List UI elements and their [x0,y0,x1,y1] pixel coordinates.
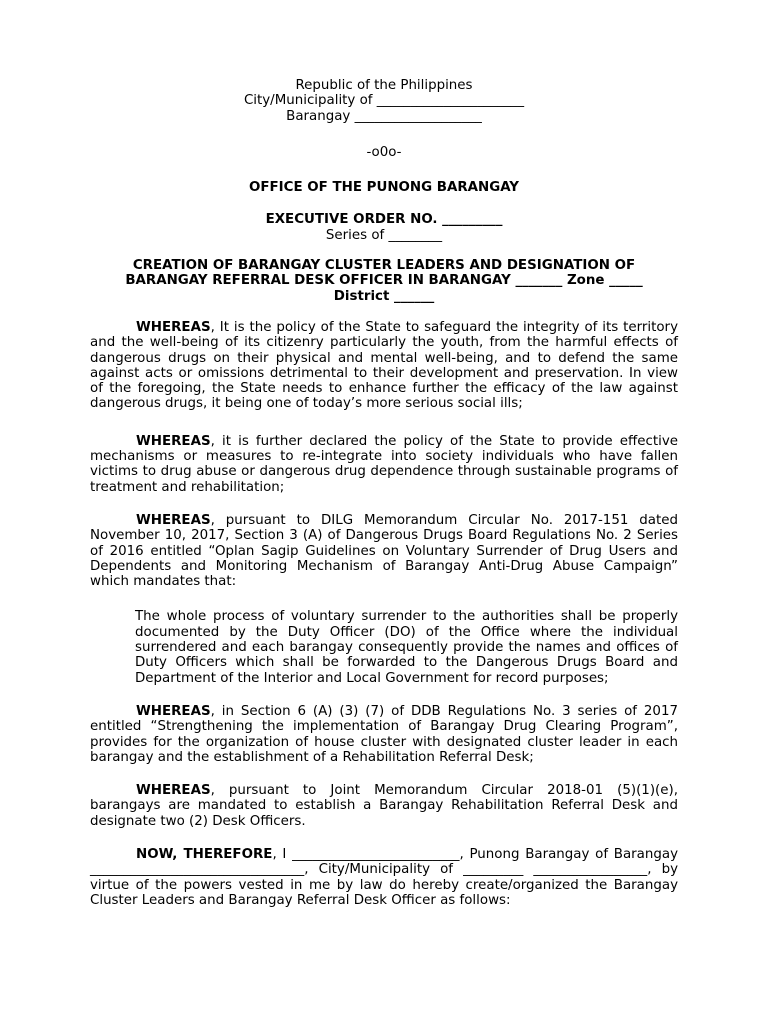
paragraph-text: , pursuant to Joint Memorandum Circular 2018-01 (5)(1)(e), barangays are mandated to establish a Barangay Rehabilitation Referral Desk and designate two (2) Desk Officers. [90,783,678,829]
now-therefore-keyword: NOW, THEREFORE [136,846,273,862]
executive-order-number: EXECUTIVE ORDER NO. _________ [265,212,503,228]
whereas-keyword: WHEREAS [136,319,211,335]
whereas-keyword: WHEREAS [136,703,211,719]
separator-line: -o0o- [366,144,402,160]
paragraph-text: , pursuant to DILG Memorandum Circular No. 2017-151 dated November 10, 2017, Section 3 (A) of Dangerous Drugs Board Regulations No. 2 Series of 2016 entitled “Oplan Sagip Guidelines on Voluntary Surrender of Drug Users and Dependents and Monitoring Mechanism of Barangay Anti-Drug Abuse Campaign” which mandates that: [90,512,678,590]
whereas-keyword: WHEREAS [136,783,211,799]
now-therefore-paragraph [90,847,678,908]
whereas-keyword: WHEREAS [136,512,211,528]
whereas-paragraph-1 [90,320,678,412]
city-municipality-line: City/Municipality of ______________________ [243,93,525,109]
paragraph-text: , it is further declared the policy of the State to provide effective mechanisms or measures to re-integrate into society individuals who have fallen victims to drug abuse or dangerous drug dependence through sustainable programs of treatment and rehabilitation; [90,433,678,495]
whereas-paragraph-3 [90,513,678,589]
series-line: Series of ________ [325,227,443,243]
whereas-paragraph-4 [90,704,678,765]
whereas-paragraph-2 [90,434,678,495]
title-line-1: CREATION OF BARANGAY CLUSTER LEADERS AND DESIGNATION OF [132,258,636,274]
document-header [90,78,678,243]
paragraph-text: , It is the policy of the State to safeguard the integrity of its territory and the well-being of its citizenry particularly the youth, from the harmful effects of dangerous drugs on their physical and mental well-being, and to defend the same against acts or omissions detrimental to their development and preservation. In view of the foregoing, the State needs to enhance further the efficacy of the law against dangerous drugs, it being one of today’s more serious social ills; [90,319,678,412]
republic-line: Republic of the Philippines [295,78,473,93]
title-line-2: BARANGAY REFERRAL DESK OFFICER IN BARANGAY _______ Zone _____ [125,273,643,289]
document-page [90,78,678,908]
paragraph-text: , in Section 6 (A) (3) (7) of DDB Regulations No. 3 series of 2017 entitled “Strengthening the implementation of Barangay Drug Clearing Program”, provides for the organization of house cluster with designated cluster leader in each barangay and the establishment of a Rehabilitation Referral Desk; [90,703,678,765]
barangay-line: Barangay ___________________ [286,108,482,124]
document-title [90,258,678,304]
whereas-keyword: WHEREAS [136,433,211,449]
title-line-3: District ______ [333,288,435,304]
whereas-paragraph-5 [90,783,678,829]
office-title: OFFICE OF THE PUNONG BARANGAY [249,180,519,196]
quoted-provision: The whole process of voluntary surrender to the authorities shall be properly documented by the Duty Officer (DO) of the Office where the individual surrendered and each barangay consequently provide the names and offices of Duty Officers which shall be forwarded to the Dangerous Drugs Board and Department of the Interior and Local Government for record purposes; [135,609,678,686]
paragraph-text: , I _________________________, Punong Barangay of Barangay ________________________________, City/Municipality of _________ _________________, by virtue of the powers vested in me by law do hereby create/organized the Barangay Cluster Leaders and Barangay Referral Desk Officer as follows: [90,846,679,908]
